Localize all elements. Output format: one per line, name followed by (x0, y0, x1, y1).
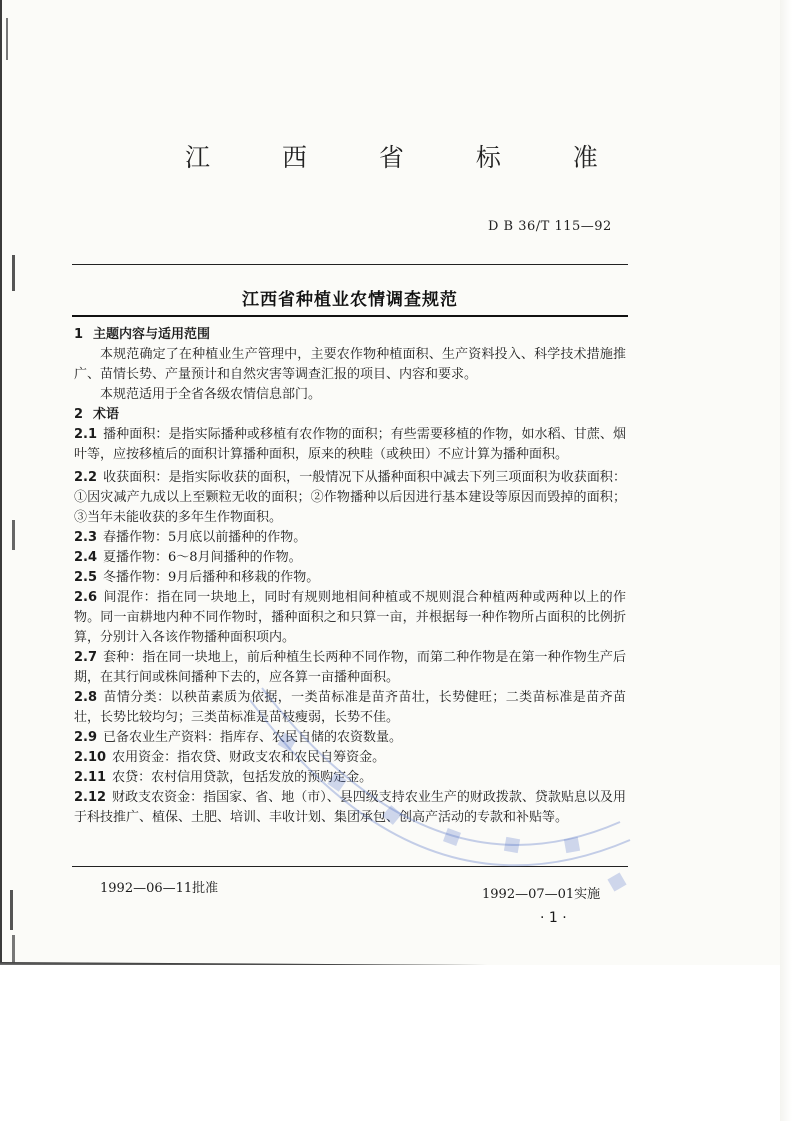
term-text: 苗情分类：以秧苗素质为依据，一类苗标准是苗齐苗壮，长势健旺；二类苗标准是苗齐苗壮，长势比较均匀；三类苗标准是苗枝瘦弱，长势不佳。 (74, 690, 626, 725)
section-number: 1 (74, 327, 84, 342)
term-text: 收获面积：是指实际收获的面积，一般情况下从播种面积中减去下列三项面积为收获面积：①因灾减产九成以上至颗粒无收的面积；②作物播种以后因进行基本建设等原因而毁掉的面积；③当年未能收获的多年生作物面积。 (74, 470, 626, 525)
term-text: 套种：指在同一块地上，前后种植生长两种不同作物，而第二种作物是在第一种作物生产后期，在其行间或株间播种下去的，应各算一亩播种面积。 (74, 650, 626, 685)
term-item (74, 548, 626, 568)
term-number: 2.10 (74, 750, 107, 765)
page-number: · 1 · (540, 910, 567, 926)
title-divider (72, 315, 628, 317)
binding-edge-marks (0, 0, 26, 1121)
term-number: 2.9 (74, 730, 98, 745)
term-text: 春播作物：5月底以前播种的作物。 (103, 530, 307, 545)
term-number: 2.7 (74, 650, 98, 665)
section-title: 术语 (93, 407, 120, 422)
term-item (74, 568, 626, 588)
term-item (74, 748, 626, 768)
section-title: 主题内容与适用范围 (93, 327, 211, 342)
scan-right-edge (780, 0, 792, 1121)
term-text: 冬播作物：9月后播种和移栽的作物。 (103, 570, 320, 585)
province-standard-heading: 江 西 省 标 准 (185, 143, 630, 172)
term-item (74, 788, 626, 828)
term-item (74, 768, 626, 788)
document-code: D B 36/T 115—92 (488, 219, 612, 234)
paragraph: 本规范适用于全省各级农情信息部门。 (100, 387, 322, 402)
term-number: 2.2 (74, 470, 98, 485)
term-number: 2.3 (74, 530, 98, 545)
term-item (74, 425, 626, 465)
term-number: 2.4 (74, 550, 98, 565)
implementation-date: 1992—07—01实施 (482, 887, 601, 902)
term-text: 播种面积：是指实际播种或移植有农作物的面积；有些需要移植的作物，如水稻、甘蔗、烟叶等，应按移植后的面积计算播种面积，原来的秧畦（或秧田）不应计算为播种面积。 (74, 427, 626, 462)
term-item (74, 528, 626, 548)
document-body (74, 325, 626, 828)
term-item (74, 468, 626, 528)
scan-blank-area (0, 965, 792, 1121)
section-heading-1 (74, 325, 626, 345)
top-divider (72, 264, 628, 265)
term-number: 2.6 (74, 590, 98, 605)
term-item (74, 648, 626, 688)
section-heading-2 (74, 405, 626, 425)
section-number: 2 (74, 407, 84, 422)
approval-date: 1992—06—11批准 (100, 881, 219, 896)
term-text: 已备农业生产资料：指库存、农民自储的农资数量。 (103, 730, 403, 745)
term-text: 财政支农资金：指国家、省、地（市）、县四级支持农业生产的财政拨款、贷款贴息以及用于科技推广、植保、土肥、培训、丰收计划、集团承包、创高产活动的专款和补贴等。 (74, 790, 626, 825)
term-item (74, 688, 626, 728)
term-item (74, 728, 626, 748)
term-number: 2.11 (74, 770, 107, 785)
term-text: 间混作：指在同一块地上，同时有规则地相间种植或不规则混合种植两种或两种以上的作物。同一亩耕地内种不同作物时，播种面积之和只算一亩，并根据每一种作物所占面积的比例折算，分别计入各该作物播种面积项内。 (74, 590, 626, 645)
term-item (74, 588, 626, 648)
term-number: 2.8 (74, 690, 98, 705)
term-text: 农用资金：指农贷、财政支农和农民自筹资金。 (112, 750, 386, 765)
paragraph: 本规范确定了在种植业生产管理中，主要农作物种植面积、生产资料投入、科学技术措施推广、苗情长势、产量预计和自然灾害等调查汇报的项目、内容和要求。 (74, 347, 626, 382)
term-number: 2.12 (74, 790, 107, 805)
document-title: 江西省种植业农情调查规范 (242, 290, 458, 310)
term-text: 夏播作物：6～8月间播种的作物。 (103, 550, 302, 565)
term-text: 农贷：农村信用贷款，包括发放的预购定金。 (112, 770, 373, 785)
footer-divider (72, 866, 628, 867)
term-number: 2.5 (74, 570, 98, 585)
term-number: 2.1 (74, 427, 98, 442)
